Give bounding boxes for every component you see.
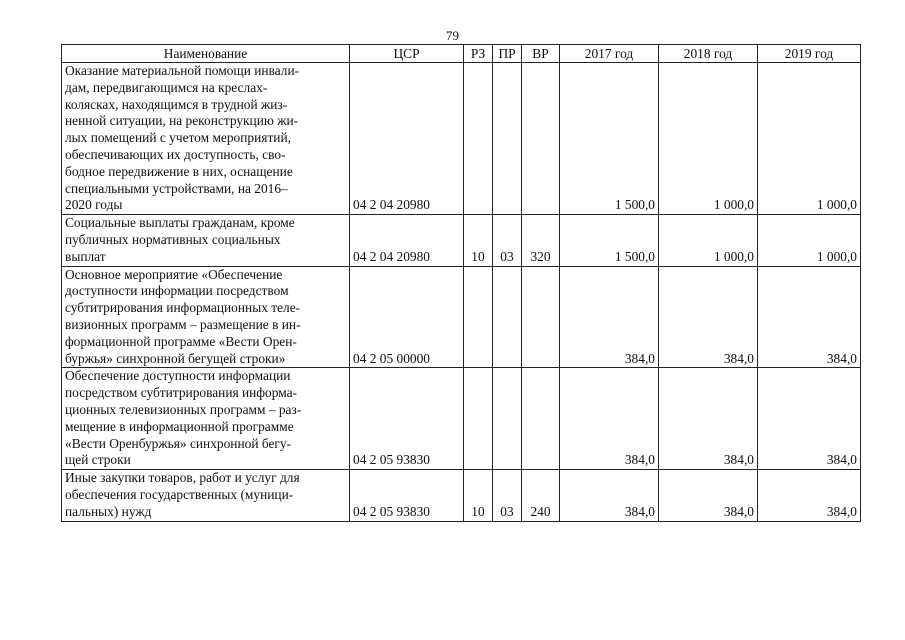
- cell-vr: 320: [522, 215, 560, 266]
- name-line: доступности информации посредством: [65, 283, 289, 299]
- cell-rz: 10: [464, 215, 493, 266]
- header-pr: ПР: [493, 45, 522, 63]
- cell-pr: [493, 368, 522, 470]
- name-line: Оказание материальной помощи инвали-: [65, 63, 300, 78]
- cell-pr: [493, 266, 522, 368]
- cell-2019: 1 000,0: [758, 63, 861, 215]
- cell-pr: 03: [493, 215, 522, 266]
- header-2018: 2018 год: [659, 45, 758, 63]
- cell-pr: 03: [493, 470, 522, 521]
- name-line: субтитрирования информационных теле-: [65, 300, 301, 316]
- name-line: дам, передвигающимся на креслах-: [65, 79, 268, 95]
- cell-2017: 1 500,0: [560, 63, 659, 215]
- name-line: посредством субтитрирования информа-: [65, 385, 297, 401]
- header-2019: 2019 год: [758, 45, 861, 63]
- name-line: мещение в информационной программе: [65, 418, 294, 434]
- cell-2017: 384,0: [560, 368, 659, 470]
- cell-name: [62, 470, 350, 521]
- name-line: буржья» синхронной бегущей строки»: [65, 350, 286, 366]
- cell-vr: [522, 266, 560, 368]
- cell-2019: 384,0: [758, 368, 861, 470]
- header-rz: РЗ: [464, 45, 493, 63]
- name-line: пальных) нужд: [65, 503, 152, 519]
- cell-name: [62, 63, 350, 215]
- name-line: Основное мероприятие «Обеспечение: [65, 266, 283, 282]
- name-line: лых помещений с учетом мероприятий,: [65, 130, 291, 146]
- table-body: [62, 63, 861, 522]
- table-row: [62, 266, 861, 368]
- header-2017: 2017 год: [560, 45, 659, 63]
- name-line: публичных нормативных социальных: [65, 231, 281, 247]
- cell-2018: 384,0: [659, 368, 758, 470]
- cell-csr: 04 2 05 93830: [350, 470, 464, 521]
- name-line: ненной ситуации, на реконструкцию жи-: [65, 113, 299, 129]
- cell-csr: 04 2 05 00000: [350, 266, 464, 368]
- cell-name: [62, 215, 350, 266]
- cell-vr: [522, 368, 560, 470]
- name-line: ционных телевизионных программ – раз-: [65, 401, 302, 417]
- name-line: щей строки: [65, 452, 131, 468]
- page-number: 79: [446, 28, 459, 43]
- name-line: выплат: [65, 248, 106, 264]
- table-row: [62, 368, 861, 470]
- name-line: Иные закупки товаров, работ и услуг для: [65, 470, 300, 486]
- name-line: обеспечивающих их доступность, сво-: [65, 146, 286, 162]
- budget-table: [61, 44, 861, 522]
- cell-name: [62, 266, 350, 368]
- name-line: обеспечения государственных (муници-: [65, 486, 294, 502]
- cell-vr: 240: [522, 470, 560, 521]
- cell-csr: 04 2 05 93830: [350, 368, 464, 470]
- cell-pr: [493, 63, 522, 215]
- name-line: бодное передвижение в них, оснащение: [65, 163, 293, 179]
- header-name: Наименование: [62, 45, 350, 63]
- table-row: [62, 215, 861, 266]
- name-line: специальными устройствами, на 2016–: [65, 180, 288, 196]
- name-line: визионных программ – размещение в ин-: [65, 316, 301, 332]
- name-line: Социальные выплаты гражданам, кроме: [65, 215, 295, 231]
- name-line: формационной программе «Вести Орен-: [65, 333, 297, 349]
- cell-2017: 384,0: [560, 470, 659, 521]
- cell-2017: 1 500,0: [560, 215, 659, 266]
- cell-name: [62, 368, 350, 470]
- header-vr: ВР: [522, 45, 560, 63]
- cell-csr: 04 2 04 20980: [350, 63, 464, 215]
- header-csr: ЦСР: [350, 45, 464, 63]
- table-row: [62, 470, 861, 521]
- cell-rz: [464, 63, 493, 215]
- cell-rz: [464, 368, 493, 470]
- cell-2018: 1 000,0: [659, 215, 758, 266]
- header-row: [62, 45, 861, 63]
- cell-rz: [464, 266, 493, 368]
- cell-vr: [522, 63, 560, 215]
- cell-2017: 384,0: [560, 266, 659, 368]
- name-line: «Вести Оренбуржья» синхронной бегу-: [65, 435, 292, 451]
- cell-2018: 384,0: [659, 470, 758, 521]
- cell-2018: 384,0: [659, 266, 758, 368]
- cell-2019: 384,0: [758, 266, 861, 368]
- cell-2018: 1 000,0: [659, 63, 758, 215]
- cell-2019: 384,0: [758, 470, 861, 521]
- cell-2019: 1 000,0: [758, 215, 861, 266]
- name-line: колясках, находящимся в трудной жиз-: [65, 96, 288, 112]
- cell-csr: 04 2 04 20980: [350, 215, 464, 266]
- name-line: Обеспечение доступности информации: [65, 368, 291, 384]
- name-line: 2020 годы: [65, 197, 123, 213]
- cell-rz: 10: [464, 470, 493, 521]
- table-row: [62, 63, 861, 215]
